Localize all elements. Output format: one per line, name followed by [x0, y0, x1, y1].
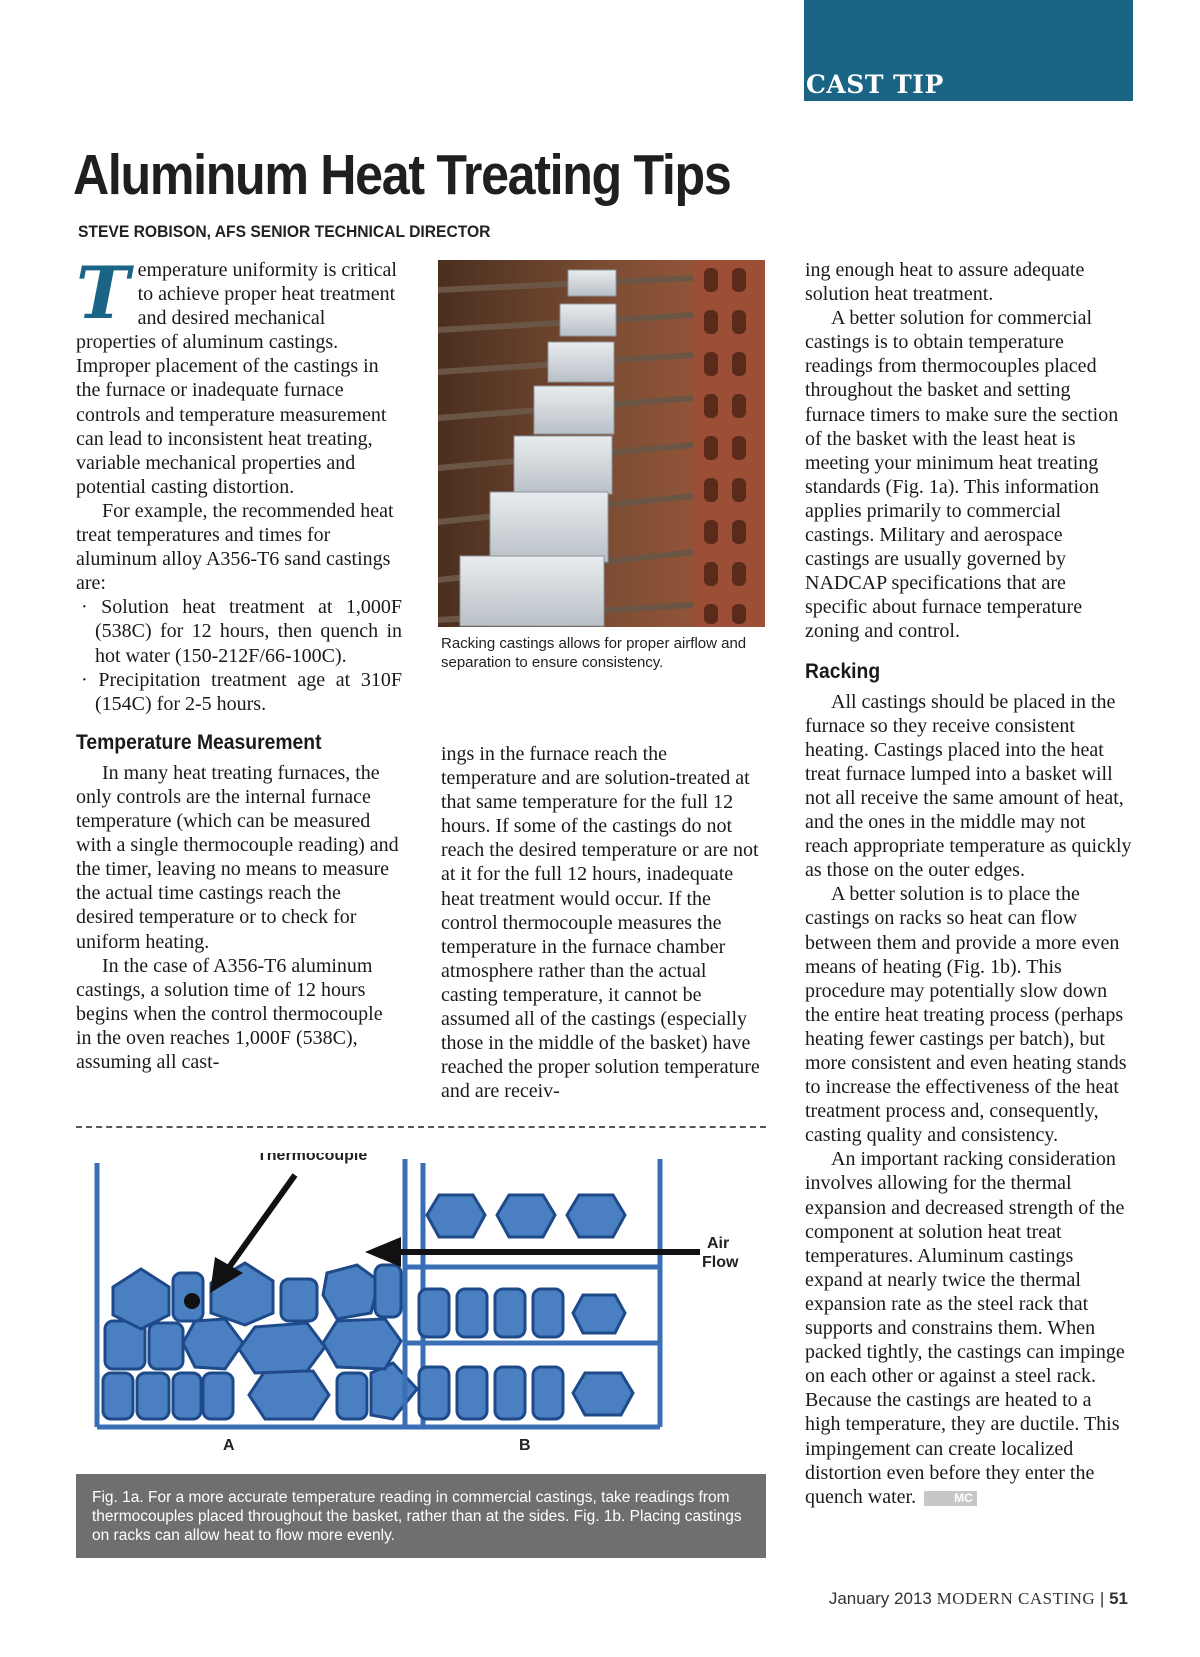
article-title: Aluminum Heat Treating Tips — [73, 143, 731, 207]
footer-separator: | — [1099, 1589, 1105, 1608]
racking-photo-image — [438, 260, 765, 627]
intro-paragraph — [76, 250, 402, 499]
right-paragraph-2: A better solution for commercial castings is to obtain temperature readings from thermocouples placed throughout the basket and setting furnace timers to make sure the section of the basket with the least heat is meeting your minimum heat treating standards (Fig. 1a). This information applies primarily to commercial castings. Military and aerospace castings are usually governed by NADCAP specifications that are specific about furnace temperature zoning and control. — [805, 307, 1119, 643]
end-mark: MC — [924, 1491, 977, 1506]
middle-paragraph: ings in the furnace reach the temperature and are solution-treated at that same temperature for the full 12 hours. If some of the castings do not reach the desired temperature or are not at it for the full 12 hours, inadequate heat treatment would occur. If the control thermocouple measures the temperature in the furnace chamber atmosphere rather than the actual casting temperature, it cannot be assumed all of the castings (especially those in the middle of the basket) have reached the proper solution temperature and are receiv- — [441, 743, 760, 1103]
heading-racking: Racking — [805, 659, 881, 683]
label-a: A — [223, 1437, 235, 1454]
racking-paragraph-3 — [805, 1147, 1132, 1508]
column-middle — [441, 742, 766, 1103]
bullet-precipitation: · Precipitation treatment age at 310F (154C) for 2-5 hours. — [81, 668, 402, 715]
intro-text: emperature uniformity is critical to achieve proper heat treatment and desired mechanical properties of aluminum castings. Improper placement of the castings in the furnace or inadequate furnace controls and temperature measurement can lead to inconsistent heat treating, variable mechanical properties and potential casting distortion. — [76, 259, 397, 498]
basket-a — [103, 1263, 417, 1419]
byline: STEVE ROBISON, AFS SENIOR TECHNICAL DIRECTOR — [78, 222, 491, 241]
column-left — [76, 250, 402, 1074]
example-paragraph: For example, the recommended heat treat temperatures and times for aluminum alloy A356-T6 sand castings are: — [76, 499, 394, 595]
label-flow: Flow — [702, 1254, 739, 1271]
heading-temperature-measurement: Temperature Measurement — [76, 730, 322, 754]
label-b: B — [519, 1437, 531, 1454]
figure-1-diagram — [75, 1153, 765, 1463]
racking-paragraph-2: A better solution is to place the castings on racks so heat can flow between them and provide a more even means of heating (Fig. 1b). This procedure may potentially slow down the entire heat treating process (perhaps heating fewer castings per batch), but more consistent and even heating stands to increase the effectiveness of the heat treatment process and, consequently, casting quality and consistency. — [805, 883, 1127, 1147]
basket-b-castings — [419, 1195, 633, 1419]
right-paragraph-1: ing enough heat to assure adequate solution heat treatment. — [805, 259, 1085, 306]
photo-caption: Racking castings allows for proper airflow and separation to ensure consistency. — [441, 635, 747, 671]
footer-date: January 2013 — [828, 1589, 932, 1608]
temp-paragraph-2: In the case of A356-T6 aluminum castings, a solution time of 12 hours begins when the control thermocouple in the oven reaches 1,000F (538C), assuming all cast- — [76, 954, 383, 1073]
racking-photo — [438, 260, 765, 627]
figure-caption: Fig. 1a. For a more accurate temperature reading in commercial castings, take readings from thermocouples placed throughout the basket, rather than at the sides. Fig. 1b. Placing castings on racks can allow heat to flow more evenly. — [76, 1474, 766, 1558]
racking-paragraph-3-text: An important racking consideration involves allowing for the thermal expansion and decreased strength of the component at solution heat treat temperatures. Aluminum castings expand at nearly twice the thermal expansion rate as the steel rack that supports and constrains them. When packed tightly, the castings can impinge on each other or against a steel rack. Because the castings are heated to a high temperature, they are ductile. This impingement can create localized distortion even before they enter the quench water. — [805, 1148, 1125, 1508]
section-label: CAST TIP — [806, 70, 944, 99]
page-number: 51 — [1109, 1589, 1128, 1608]
racking-paragraph-1: All castings should be placed in the furnace so they receive consistent heating. Castings placed into the heat treat furnace lumped into a basket will not all receive the same amount of heat, and the ones in the middle may not reach appropriate temperature as quickly as those on the outer edges. — [805, 690, 1132, 882]
section-divider — [76, 1126, 766, 1128]
figure-1 — [75, 1153, 765, 1463]
section-banner — [804, 0, 1133, 101]
temp-paragraph-1: In many heat treating furnaces, the only controls are the internal furnace temperature (which can be measured with a single thermocouple reading) and the timer, leaving no means to measure the actual time castings reach the desired temperature or to check for uniform heating. — [76, 761, 399, 953]
label-air: Air — [707, 1235, 730, 1252]
bullet-solution: · Solution heat treatment at 1,000F (538C) for 12 hours, then quench in hot water (150-212F/66-100C). — [81, 596, 402, 667]
air-flow-arrow — [365, 1237, 700, 1267]
column-right — [805, 258, 1132, 1509]
page-footer — [829, 1589, 1128, 1609]
label-thermocouple: Thermocouple — [257, 1153, 368, 1164]
footer-magazine: MODERN CASTING — [936, 1589, 1096, 1608]
drop-cap: T — [76, 250, 130, 335]
